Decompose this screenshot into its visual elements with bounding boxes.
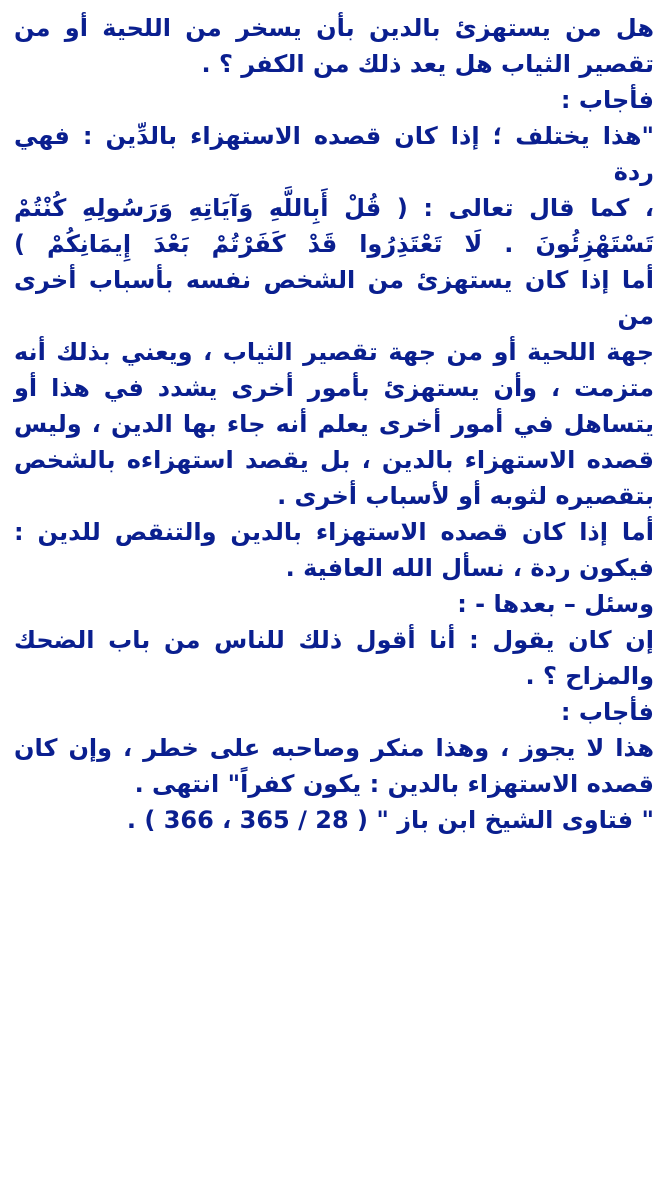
answer-line-5: يتساهل في أمور أخرى يعلم أنه جاء بها الدين ، وليس <box>14 410 654 438</box>
quran-verse-line-2: تَسْتَهْزِئُونَ . لَا تَعْتَذِرُوا قَدْ كَفَرْتُمْ بَعْدَ إِيمَانِكُمْ ) <box>14 230 654 258</box>
answer-line-4: متزمت ، وأن يستهزئ بأمور أخرى يشدد في هذا أو <box>14 374 654 402</box>
question-line-1: هل من يستهزئ بالدين بأن يسخر من اللحية أو من <box>14 14 654 42</box>
follow-up-question-line-1: إن كان يقول : أنا أقول ذلك للناس من باب الضحك <box>14 626 654 654</box>
answer-line-3: جهة اللحية أو من جهة تقصير الثياب ، ويعني بذلك أنه <box>14 338 654 366</box>
quran-verse-line-1: ، كما قال تعالى : ( قُلْ أَبِاللَّهِ وَآيَاتِهِ وَرَسُولِهِ كُنْتُمْ <box>14 194 654 222</box>
answer-line-6: قصده الاستهزاء بالدين ، بل يقصد استهزاءه بالشخص <box>14 446 654 474</box>
follow-up-heading: وسئل – بعدها - : <box>457 590 654 618</box>
follow-up-answer-line-1: هذا لا يجوز ، وهذا منكر وصاحبه على خطر ، وإن كان <box>14 734 654 762</box>
answer-heading-2: فأجاب : <box>560 698 654 726</box>
answer-line-7: بتقصيره لثوبه أو لأسباب أخرى . <box>277 482 654 510</box>
source-citation: " فتاوى الشيخ ابن باز " ( 28 / 365 ، 366 ) . <box>126 806 654 834</box>
answer-line-1: "هذا يختلف ؛ إذا كان قصده الاستهزاء بالدِّين : فهي ردة <box>14 122 654 186</box>
follow-up-answer-line-2: قصده الاستهزاء بالدين : يكون كفراً" انتهى . <box>134 770 654 798</box>
answer-heading-1: فأجاب : <box>560 86 654 114</box>
answer-line-2: أما إذا كان يستهزئ من الشخص نفسه بأسباب أخرى من <box>14 266 654 330</box>
answer-line-8: أما إذا كان قصده الاستهزاء بالدين والتنقص للدين : <box>14 518 654 546</box>
question-line-2: تقصير الثياب هل يعد ذلك من الكفر ؟ . <box>201 50 654 78</box>
answer-line-9: فيكون ردة ، نسأل الله العافية . <box>285 554 654 582</box>
follow-up-question-line-2: والمزاح ؟ . <box>525 662 654 690</box>
